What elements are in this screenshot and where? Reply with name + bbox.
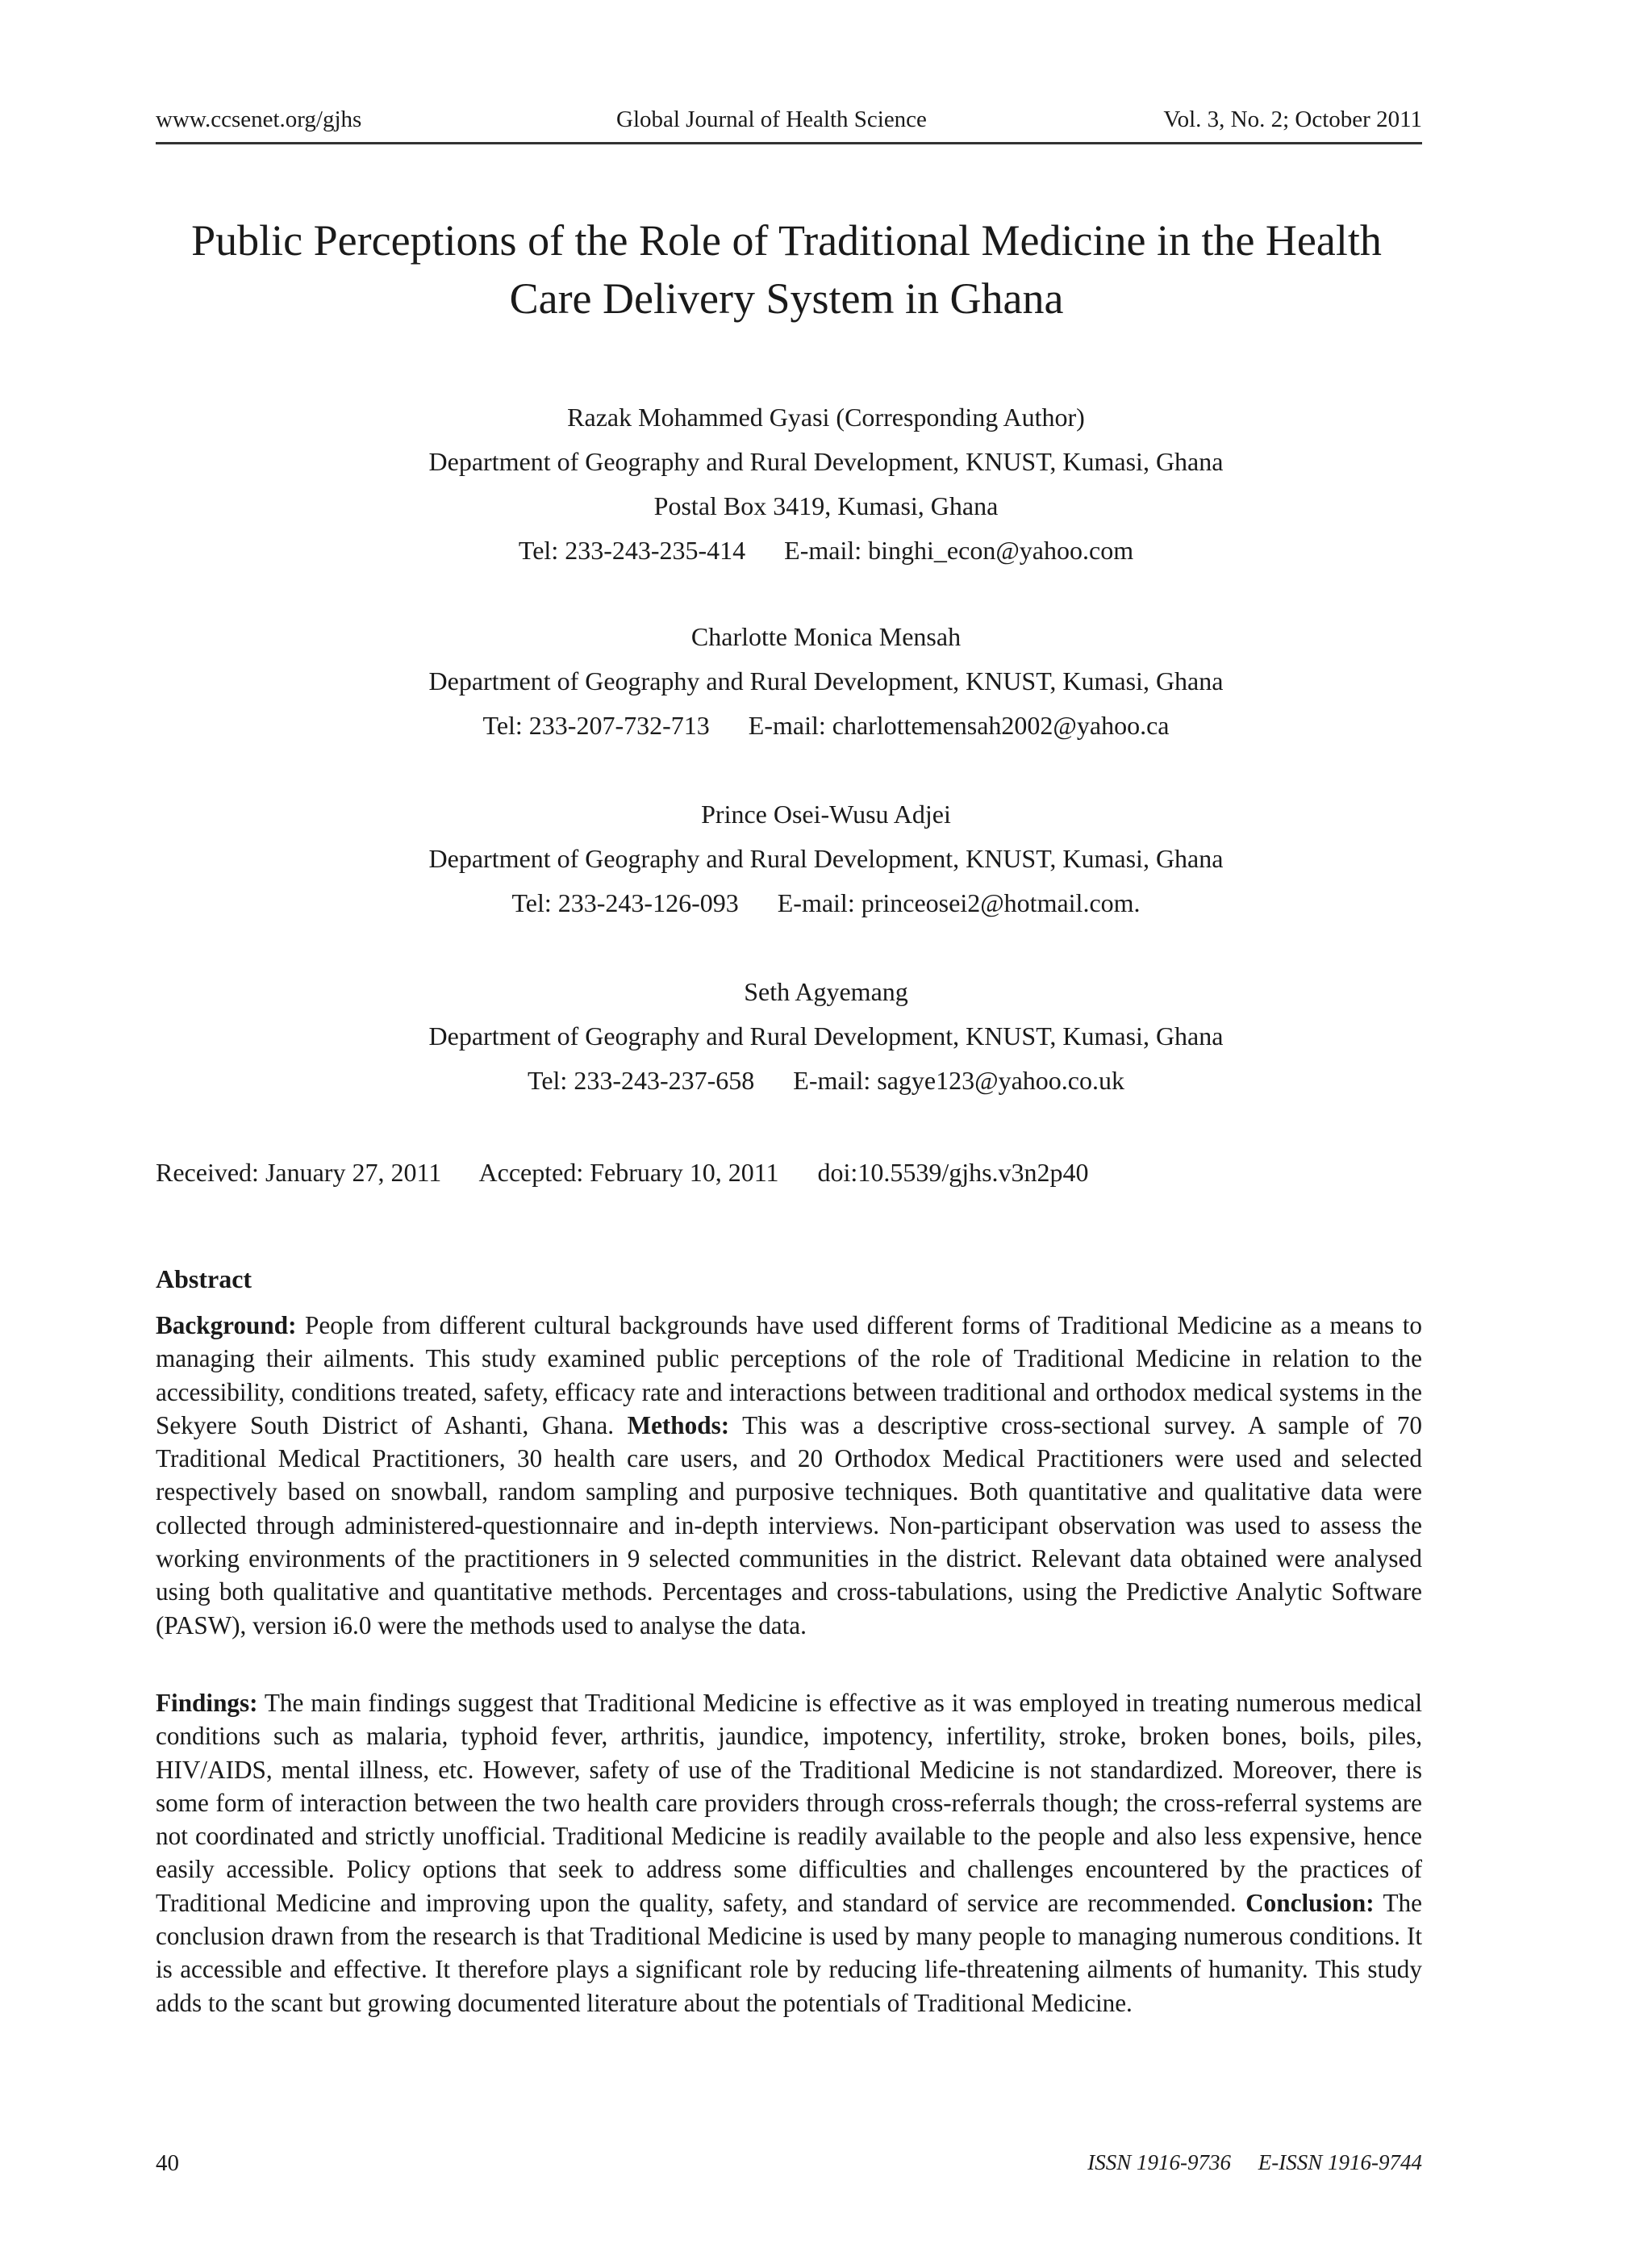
author-name: Charlotte Monica Mensah <box>690 622 962 651</box>
author-block-1 <box>0 395 1652 573</box>
running-header <box>156 107 1422 144</box>
submission-dates: Received: January 27, 2011 Accepted: February 10, 2011 doi:10.5539/gjhs.v3n2p40 <box>156 1158 1089 1187</box>
abstract-paragraph-2 <box>156 1686 1422 2020</box>
author-name: Prince Osei-Wusu Adjei <box>701 800 951 829</box>
conclusion-text: The conclusion drawn from the research is that Traditional Medicine is used by many people to managing numerous conditions. It is accessible and effective. It therefore plays a significant role by reducing life-threatening ailments of humanity. This study adds to the scant but growing documented literature about the potentials of Traditional Medicine. <box>156 1888 1422 2017</box>
abstract-paragraph-1 <box>156 1309 1422 1642</box>
findings-text: The main findings suggest that Traditional Medicine is effective as it was employed in treating numerous medical conditions such as malaria, typhoid fever, arthritis, jaundice, impotency, infertility, stroke, broken bones, boils, piles, HIV/AIDS, mental illness, etc. However, safety of use of the Traditional Medicine is not standardized. Moreover, there is some form of interaction between the two health care providers through cross-referrals though; the cross-referral systems are not coordinated and strictly unofficial. Traditional Medicine is readily available to the people and also less expensive, hence easily accessible. Policy options that seek to address some difficulties and challenges encountered by the practices of Traditional Medicine and improving upon the quality, safety, and standard of service are recommended. <box>156 1689 1422 1917</box>
author-affiliation: Department of Geography and Rural Development, KNUST, Kumasi, Ghana <box>428 447 1224 476</box>
conclusion-label: Conclusion: <box>1245 1888 1375 1917</box>
author-contact: Tel: 233-243-235-414 E-mail: binghi_econ@yahoo.com <box>518 536 1134 565</box>
volume-issue: Vol. 3, No. 2; October 2011 <box>1163 107 1422 132</box>
background-text: People from different cultural backgrounds have used different forms of Traditional Medicine as a means to managing their ailments. This study examined public perceptions of the role of Traditional Medicine in relation to the accessibility, conditions treated, safety, efficacy rate and interactions between traditional and orthodox medical systems in the Sekyere South District of Ashanti, Ghana. <box>156 1311 1422 1439</box>
paper-title-line-2: Care Delivery System in Ghana <box>509 274 1064 323</box>
author-block-4 <box>0 970 1652 1103</box>
methods-label: Methods: <box>627 1410 730 1439</box>
author-affiliation: Department of Geography and Rural Development, KNUST, Kumasi, Ghana <box>428 1021 1224 1050</box>
background-label: Background: <box>156 1311 297 1339</box>
issn-footer: ISSN 1916-9736 E-ISSN 1916-9744 <box>1087 2150 1422 2174</box>
findings-label: Findings: <box>156 1689 258 1717</box>
author-affiliation: Department of Geography and Rural Development, KNUST, Kumasi, Ghana <box>428 666 1224 695</box>
paper-title-line-1: Public Perceptions of the Role of Traditional Medicine in the Health <box>191 216 1382 265</box>
journal-name: Global Journal of Health Science <box>616 107 927 132</box>
author-block-2 <box>0 615 1652 748</box>
author-contact: Tel: 233-207-732-713 E-mail: charlottemensah2002@yahoo.ca <box>482 711 1170 740</box>
methods-text: This was a descriptive cross-sectional survey. A sample of 70 Traditional Medical Practitioners, 30 health care users, and 20 Orthodox Medical Practitioners were used and selected respectively based on snowball, random sampling and purposive techniques. Both quantitative and qualitative data were collected through administered-questionnaire and in-depth interviews. Non-participant observation was used to assess the working environments of the practitioners in 9 selected communities in the district. Relevant data obtained were analysed using both qualitative and quantitative methods. Percentages and cross-tabulations, using the Predictive Analytic Software (PASW), version i6.0 were the methods used to analyse the data. <box>156 1410 1422 1639</box>
author-address: Postal Box 3419, Kumasi, Ghana <box>653 491 999 520</box>
author-name: Seth Agyemang <box>744 977 908 1006</box>
journal-website: www.ccsenet.org/gjhs <box>156 107 362 132</box>
paper-title <box>121 211 1452 328</box>
author-block-3 <box>0 792 1652 925</box>
author-affiliation: Department of Geography and Rural Development, KNUST, Kumasi, Ghana <box>428 844 1224 873</box>
author-contact: Tel: 233-243-126-093 E-mail: princeosei2@hotmail.com. <box>511 888 1141 917</box>
abstract-heading: Abstract <box>156 1264 252 1293</box>
author-name: Razak Mohammed Gyasi (Corresponding Author) <box>567 403 1085 432</box>
page-number: 40 <box>156 2150 179 2176</box>
author-contact: Tel: 233-243-237-658 E-mail: sagye123@yahoo.co.uk <box>528 1066 1124 1095</box>
